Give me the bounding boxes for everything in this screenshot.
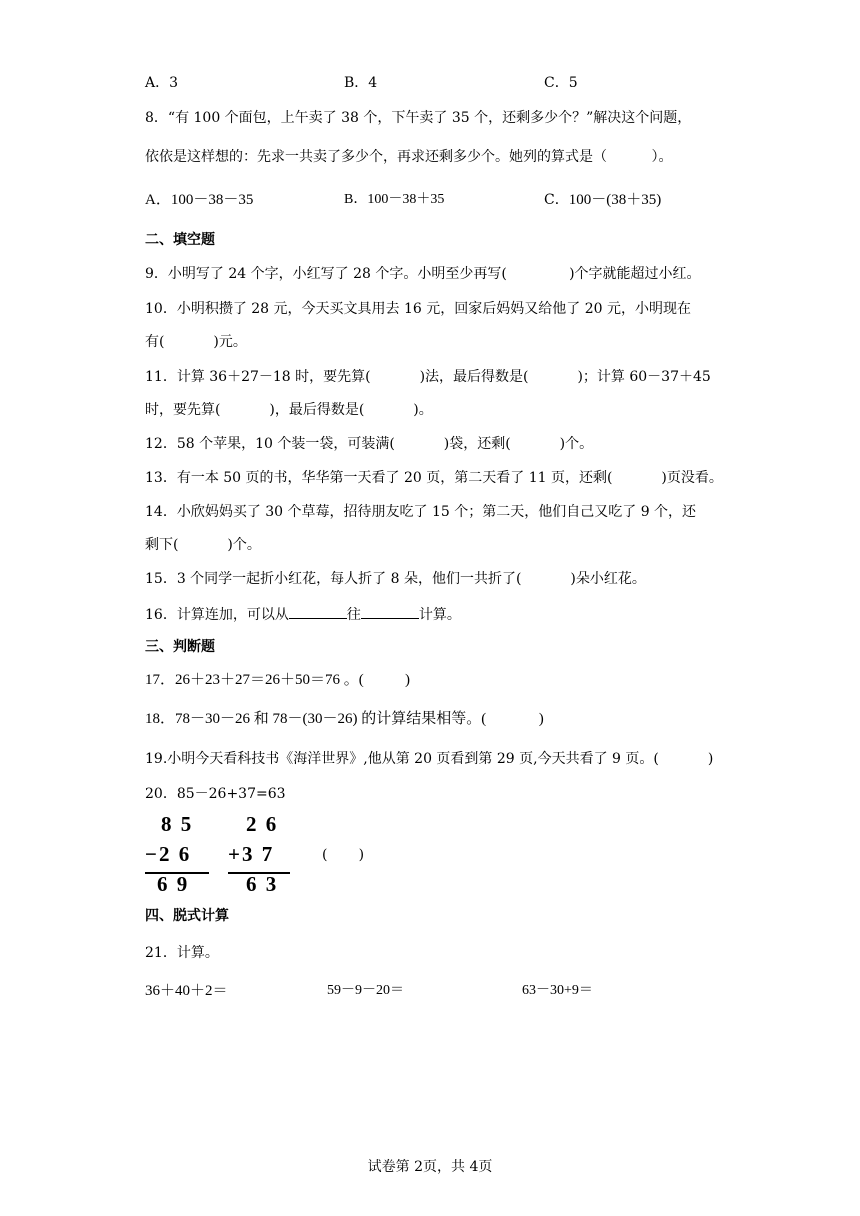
q14-line2: 剩下( )个。 — [145, 537, 261, 553]
section-title-fill-in: 二、填空题 — [145, 232, 215, 248]
q8-option-a: A．100－38－35 — [145, 192, 254, 208]
q16-mid: 往 — [346, 607, 361, 623]
q19: 19.小明今天看科技书《海洋世界》,他从第 20 页看到第 29 页,今天共看了 9 页。( ) — [145, 751, 714, 767]
q21-label: 21．计算。 — [145, 945, 219, 961]
q10-line2: 有( )元。 — [145, 334, 247, 350]
q18: 18．78－30－26 和 78－(30－26) 的计算结果相等。( ) — [145, 711, 544, 727]
page-footer: 试卷第 2页，共 4页 — [367, 1159, 493, 1175]
q8-line2: 依依是这样想的：先求一共卖了多少个，再求还剩多少个。她列的算式是（ ）。 — [145, 149, 673, 165]
vertical-calc-subtraction — [145, 814, 215, 894]
q8-line1: 8．“有 100 个面包，上午卖了 38 个，下午卖了 35 个，还剩多少个？”解决这个问题， — [145, 110, 692, 126]
answer-blank[interactable] — [361, 606, 419, 619]
q20-answer-paren: ( ) — [322, 847, 365, 863]
q13: 13．有一本 50 页的书，华华第一天看了 20 页，第二天看了 11 页，还剩( )页没看。 — [145, 470, 723, 486]
calc-top: 8 5 — [161, 812, 194, 836]
calc-result: 6 3 — [246, 872, 279, 896]
q17: 17．26＋23＋27＝26＋50＝76 。( ) — [145, 672, 410, 688]
q8-option-c-prefix: C． — [544, 192, 569, 208]
calc-middle: +3 7 — [228, 842, 275, 866]
q14-line1: 14．小欣妈妈买了 30 个草莓，招待朋友吃了 15 个；第二天，他们自己又吃了 9 个，还 — [145, 504, 697, 520]
section-title-true-false: 三、判断题 — [145, 639, 215, 655]
q7-option-c: C．5 — [544, 75, 578, 91]
q16 — [145, 606, 461, 622]
q12: 12．58 个苹果，10 个装一袋，可装满( )袋，还剩( )个。 — [145, 436, 594, 452]
calc-result: 6 9 — [157, 872, 190, 896]
q8-option-c — [544, 193, 661, 208]
q11-line1: 11．计算 36＋27－18 时，要先算( )法，最后得数是( )；计算 60－37＋45 — [145, 369, 711, 385]
q7-option-a: A．3 — [145, 75, 179, 91]
q15: 15．3 个同学一起折小红花，每人折了 8 朵，他们一共折了( )朵小红花。 — [145, 571, 646, 587]
vertical-calc-addition — [228, 814, 298, 894]
q8-option-c-expr: 100－(38＋35) — [568, 192, 662, 208]
q16-suffix: 计算。 — [418, 607, 461, 623]
q16-prefix: 16．计算连加，可以从 — [145, 607, 289, 623]
calc-top: 2 6 — [246, 812, 279, 836]
q11-line2: 时，要先算( )，最后得数是( )。 — [145, 402, 433, 418]
q21-expression-3: 63－30+9＝ — [522, 983, 593, 998]
q10-line1: 10．小明积攒了 28 元，今天买文具用去 16 元，回家后妈妈又给他了 20 元，小明现在 — [145, 301, 691, 317]
q7-option-b: B．4 — [344, 75, 378, 91]
q21-expression-1: 36＋40＋2＝ — [145, 983, 228, 999]
q20-label: 20．85－26+37=63 — [145, 786, 286, 802]
q9: 9．小明写了 24 个字，小红写了 28 个字。小明至少再写( )个字就能超过小红。 — [145, 266, 701, 282]
q8-option-b: B．100－38＋35 — [344, 192, 445, 207]
calc-middle: −2 6 — [145, 842, 192, 866]
section-title-step-calculation: 四、脱式计算 — [145, 908, 229, 924]
answer-blank[interactable] — [289, 606, 347, 619]
q21-expression-2: 59－9－20＝ — [327, 983, 404, 998]
